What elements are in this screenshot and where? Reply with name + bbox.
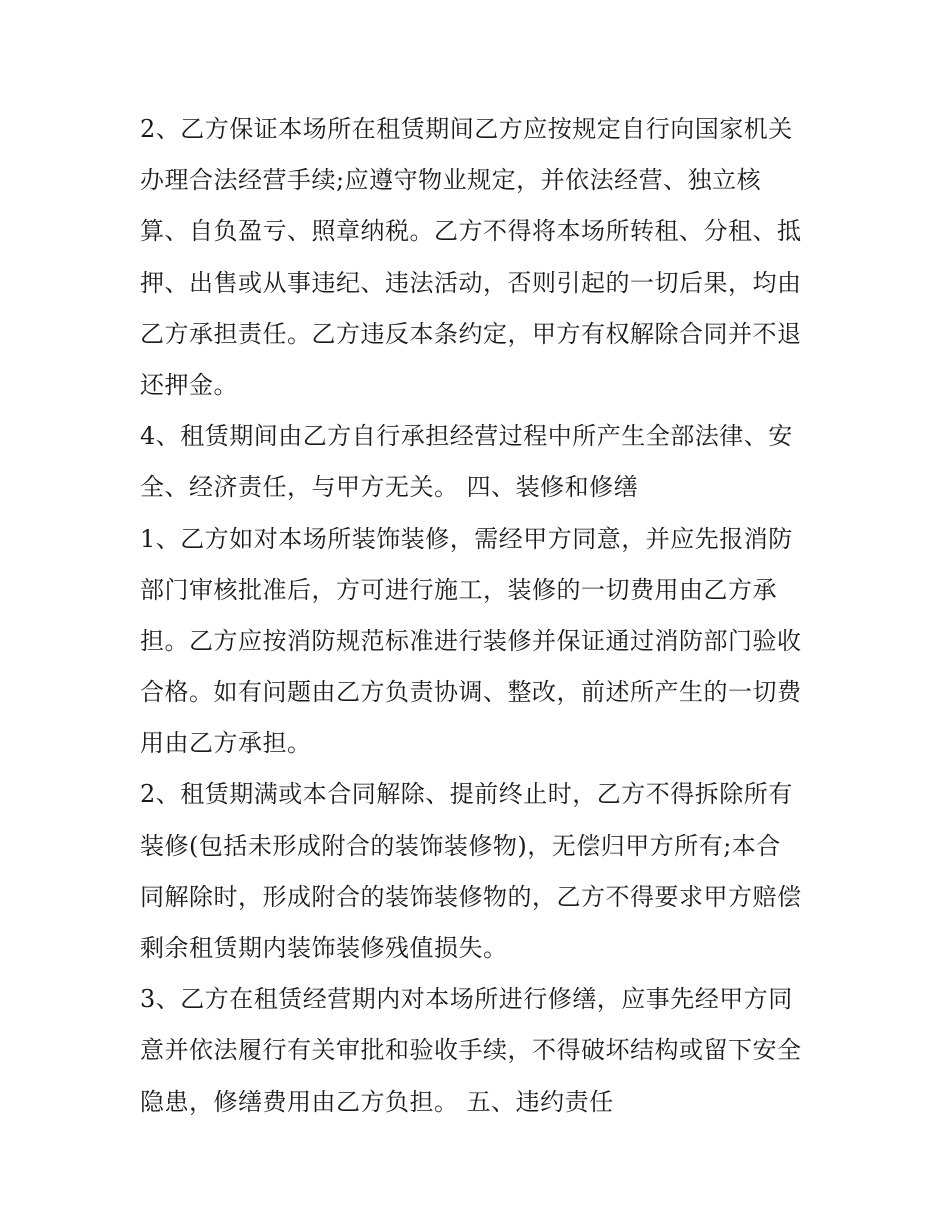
text-line: 装修(包括未形成附合的装饰装修物)，无偿归甲方所有;本合 [140,831,781,860]
text-line: 2、乙方保证本场所在租赁期间乙方应按规定自行向国家机关 [140,115,793,143]
text-line: 4、租赁期间由乙方自行承担经营过程中所产生全部法律、安 [140,422,793,451]
text-line: 担。乙方应按消防规范标准进行装修并保证通过消防部门验收 [140,626,802,655]
text-line: 合格。如有问题由乙方负责协调、整改，前述所产生的一切费 [140,678,802,707]
text-line: 同解除时，形成附合的装饰装修物的，乙方不得要求甲方赔偿 [140,882,802,911]
text-line: 用由乙方承担。 [140,729,312,758]
text-line: 2、租赁期满或本合同解除、提前终止时，乙方不得拆除所有 [140,780,793,809]
text-line: 算、自负盈亏、照章纳税。乙方不得将本场所转租、分租、抵 [140,217,802,246]
document-body [140,104,820,1128]
text-line: 剩余租赁期内装饰装修残值损失。 [140,934,508,962]
text-line: 押、出售或从事违纪、违法活动，否则引起的一切后果，均由 [140,268,802,297]
text-line: 乙方承担责任。乙方违反本条约定，甲方有权解除合同并不退 [140,319,802,348]
text-line: 办理合法经营手续;应遵守物业规定，并依法经营、独立核 [140,166,762,195]
text-line: 3、乙方在租赁经营期内对本场所进行修缮，应事先经甲方同 [140,985,793,1014]
text-line: 隐患，修缮费用由乙方负担。 五、违约责任 [140,1087,614,1116]
text-line: 1、乙方如对本场所装饰装修，需经甲方同意，并应先报消防 [140,524,793,553]
text-line: 意并依法履行有关审批和验收手续，不得破坏结构或留下安全 [140,1036,802,1065]
text-line: 还押金。 [140,370,238,399]
text-line: 全、经济责任，与甲方无关。 四、装修和修缮 [140,473,639,502]
text-line: 部门审核批准后，方可进行施工，装修的一切费用由乙方承 [140,575,777,604]
